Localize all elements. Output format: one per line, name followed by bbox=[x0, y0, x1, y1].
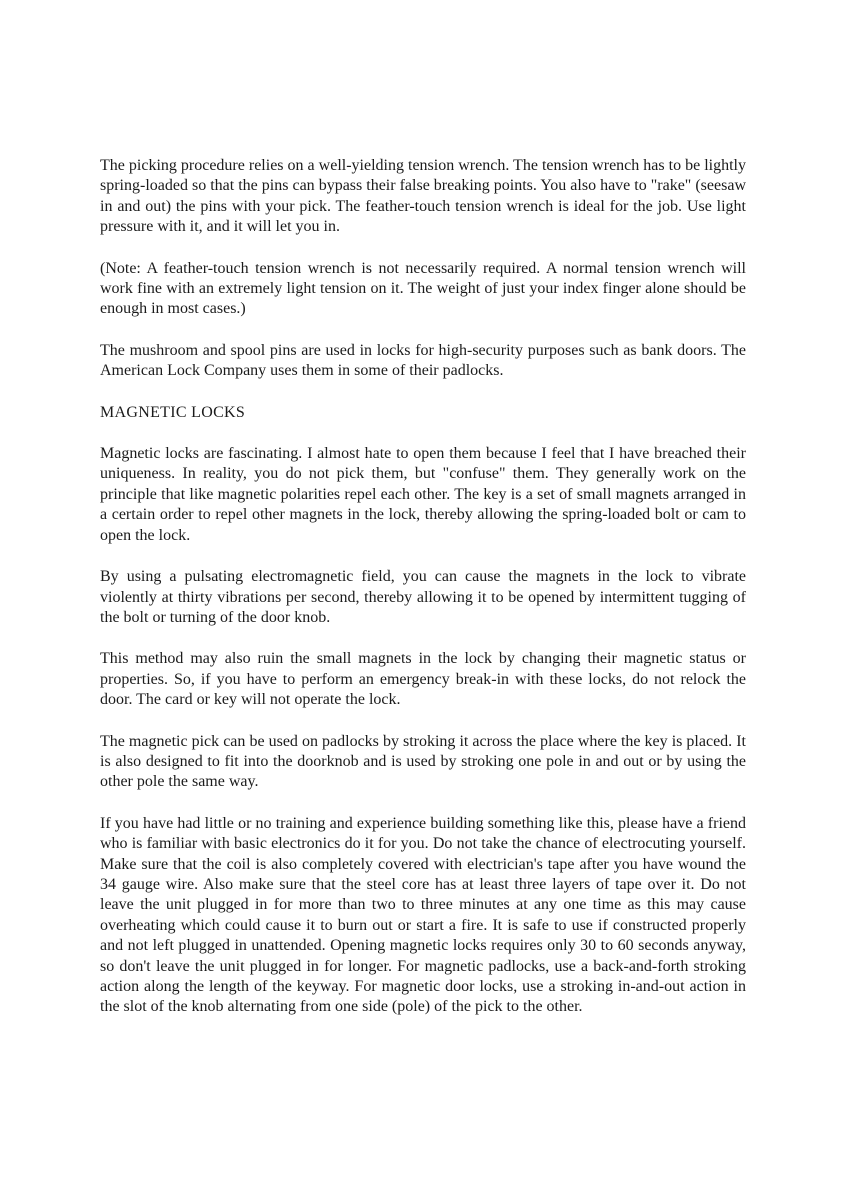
paragraph-pulsating-field: By using a pulsating electromagnetic field, you can cause the magnets in the lock to vibrate violently at thirty vibrations per second, thereby allowing it to be opened by intermittent tugging of the bolt or turning of the door knob. bbox=[100, 568, 746, 626]
paragraph-magnetic-locks-intro: Magnetic locks are fascinating. I almost hate to open them because I feel that I have breached their uniqueness. In reality, you do not pick them, but "confuse" them. They generally work on the principle that like magnetic polarities repel each other. The key is a set of small magnets arranged in a certain order to repel other magnets in the lock, thereby allowing the spring-loaded bolt or cam to open the lock. bbox=[100, 445, 746, 544]
document-content bbox=[100, 156, 746, 1039]
paragraph-note-tension-wrench: (Note: A feather-touch tension wrench is not necessarily required. A normal tension wrench will work fine with an extremely light tension on it. The weight of just your index finger alone should be enough in most cases.) bbox=[100, 259, 746, 318]
paragraph-picking-procedure: The picking procedure relies on a well-yielding tension wrench. The tension wrench has to be lightly spring-loaded so that the pins can bypass their false breaking points. You also have to "rake" (seesaw in and out) the pins with your pick. The feather-touch tension wrench is ideal for the job. Use light pressure with it, and it will let you in. bbox=[100, 157, 746, 236]
paragraph-safety-and-instructions: If you have had little or no training and experience building something like this, please have a friend who is familiar with basic electronics do it for you. Do not take the chance of electrocuting yourself. Make sure that the coil is also completely covered with electrician's tape after you have wound the 34 gauge wire. Also make sure that the steel core has at least three layers of tape over it. Do not leave the unit plugged in for more than two to three minutes at any one time as this may cause overheating which could cause it to burn out or start a fire. It is safe to use if constructed properly and not left plugged in unattended. Opening magnetic locks requires only 30 to 60 seconds anyway, so don't leave the unit plugged in for longer. For magnetic padlocks, use a back-and-forth stroking action along the length of the keyway. For magnetic door locks, use a stroking in-and-out action in the slot of the knob alternating from one side (pole) of the pick to the other. bbox=[100, 814, 746, 1016]
section-heading-magnetic-locks: MAGNETIC LOCKS bbox=[100, 403, 246, 421]
paragraph-ruin-magnets-warning: This method may also ruin the small magnets in the lock by changing their magnetic status or properties. So, if you have to perform an emergency break-in with these locks, do not relock the door. The card or key will not operate the lock. bbox=[100, 650, 746, 709]
paragraph-mushroom-spool-pins: The mushroom and spool pins are used in locks for high-security purposes such as bank doors. The American Lock Company uses them in some of their padlocks. bbox=[100, 341, 746, 380]
paragraph-magnetic-pick-usage: The magnetic pick can be used on padlocks by stroking it across the place where the key is placed. It is also designed to fit into the doorknob and is used by stroking one pole in and out or by using the other pole the same way. bbox=[100, 732, 746, 791]
